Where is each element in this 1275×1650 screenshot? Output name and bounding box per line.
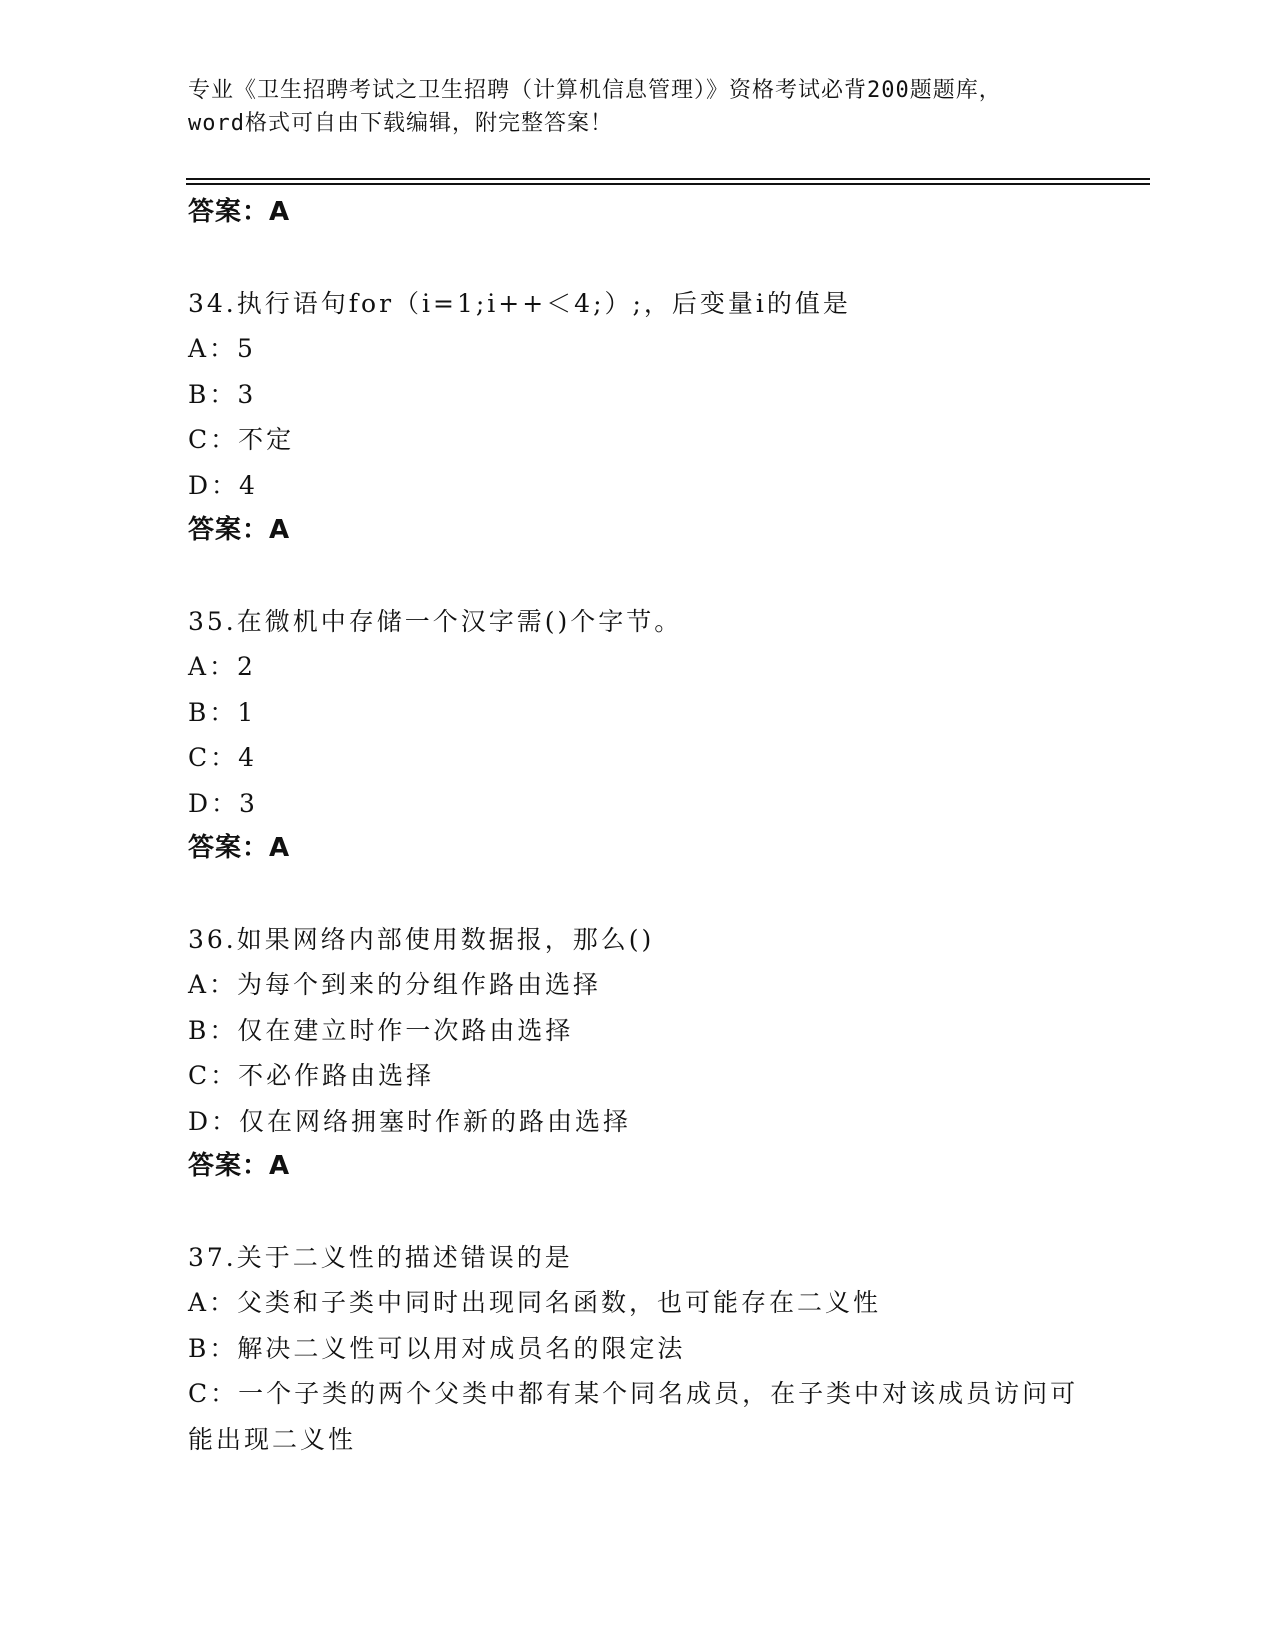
option-a: A：父类和子类中同时出现同名函数，也可能存在二义性 — [188, 1288, 882, 1317]
question-list — [188, 190, 1088, 1462]
option-c: C：不必作路由选择 — [188, 1061, 435, 1090]
question-stem: 35.在微机中存储一个汉字需()个字节。 — [188, 606, 683, 636]
question-stem: 36.如果网络内部使用数据报，那么() — [188, 924, 655, 954]
answer-line: 答案：A — [188, 197, 291, 227]
option-d: D：仅在网络拥塞时作新的路由选择 — [188, 1106, 632, 1136]
answer-line: 答案：A — [188, 833, 291, 863]
option-a: A：5 — [188, 334, 256, 363]
option-b: B：1 — [188, 697, 257, 727]
option-d: D：3 — [188, 788, 258, 818]
option-b: B：3 — [188, 379, 257, 409]
option-c: C：一个子类的两个父类中都有某个同名成员，在子类中对该成员访问可能出现二义性 — [188, 1379, 1079, 1454]
question-stem: 37.关于二义性的描述错误的是 — [188, 1242, 573, 1272]
header-rule-top — [186, 178, 1150, 180]
header-line-1: 专业《卫生招聘考试之卫生招聘（计算机信息管理）》资格考试必背200题题库， — [188, 78, 1002, 103]
option-c: C：4 — [188, 743, 258, 772]
header-rule-bottom — [186, 183, 1150, 185]
option-a: A：为每个到来的分组作路由选择 — [188, 970, 602, 999]
document-header — [188, 74, 1088, 140]
spacer — [188, 554, 1088, 599]
option-c: C：不定 — [188, 425, 295, 454]
spacer — [188, 872, 1088, 917]
header-line-2: word格式可自由下载编辑，附完整答案！ — [188, 111, 613, 136]
question-block — [188, 599, 1088, 872]
option-d: D：4 — [188, 470, 258, 500]
question-stem: 34.执行语句for（i=1;i++＜4;）;，后变量i的值是 — [188, 288, 851, 318]
option-b: B：仅在建立时作一次路由选择 — [188, 1015, 574, 1045]
answer-line: 答案：A — [188, 515, 291, 545]
question-block — [188, 1235, 1088, 1463]
option-b: B：解决二义性可以用对成员名的限定法 — [188, 1333, 686, 1363]
option-a: A：2 — [188, 652, 256, 681]
spacer — [188, 236, 1088, 281]
question-block — [188, 281, 1088, 554]
spacer — [188, 1190, 1088, 1235]
answer-line: 答案：A — [188, 1151, 291, 1181]
question-block — [188, 917, 1088, 1190]
